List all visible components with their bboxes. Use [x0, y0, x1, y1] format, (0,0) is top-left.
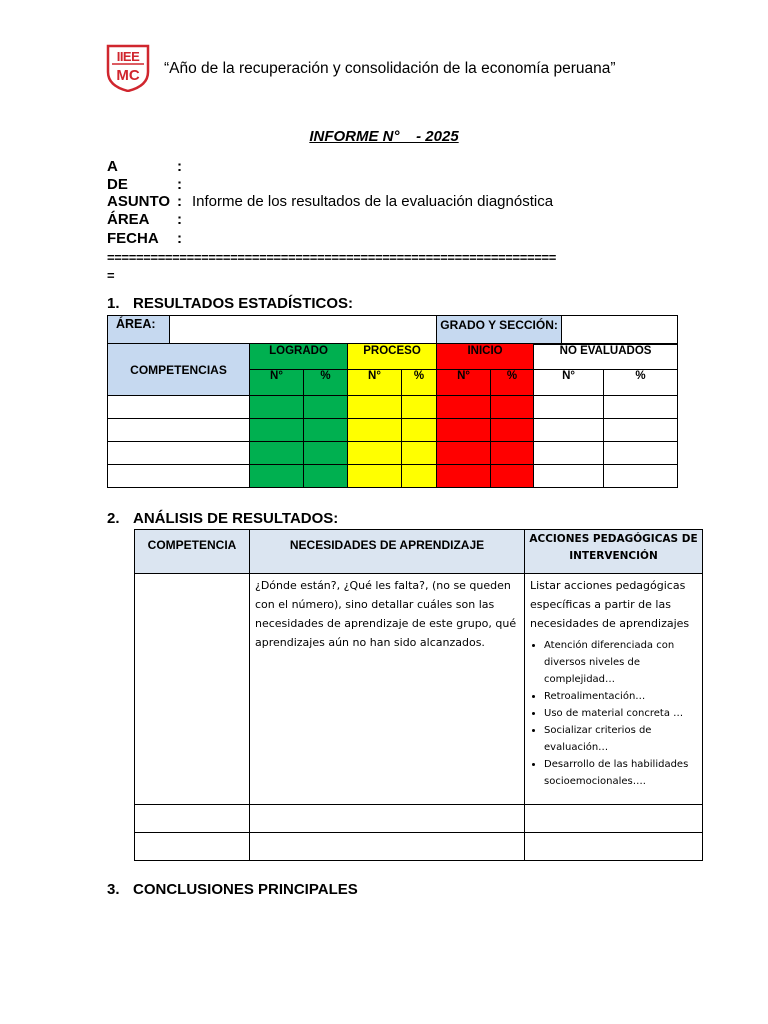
- no-evaluados-n-cell[interactable]: [534, 442, 604, 465]
- acciones-intro: Listar acciones pedagógicas específicas a partir de las necesidades de aprendizajes: [530, 579, 690, 630]
- logrado-pct-cell[interactable]: [304, 465, 348, 488]
- grado-label: GRADO Y SECCIÓN:: [437, 316, 562, 345]
- no-evaluados-pct-cell[interactable]: [604, 396, 678, 419]
- proceso-pct-cell[interactable]: [402, 442, 437, 465]
- inicio-n-cell[interactable]: [437, 396, 491, 419]
- section-number: 3.: [107, 881, 120, 898]
- field-area: [107, 211, 182, 229]
- section-number: 1.: [107, 295, 120, 312]
- logrado-n-cell[interactable]: [250, 442, 304, 465]
- inicio-n-cell[interactable]: [437, 442, 491, 465]
- competencia-cell[interactable]: [108, 465, 250, 488]
- inicio-n-header: N°: [437, 370, 491, 396]
- section-title: ANÁLISIS DE RESULTADOS:: [133, 510, 339, 527]
- acciones-cell[interactable]: [525, 574, 703, 805]
- no-evaluados-n-cell[interactable]: [534, 465, 604, 488]
- logrado-n-header: N°: [250, 370, 304, 396]
- logo-text-top: IIEE: [116, 49, 140, 64]
- necesidades-cell[interactable]: [250, 833, 525, 861]
- logrado-pct-header: %: [304, 370, 348, 396]
- report-title: INFORME N° - 2025: [309, 128, 459, 145]
- inicio-pct-header: %: [491, 370, 534, 396]
- list-item: • Uso de material concreta …: [544, 705, 697, 722]
- field-label: ÁREA: [107, 211, 150, 228]
- inicio-header: INICIO: [437, 344, 534, 370]
- table-row: [108, 396, 678, 419]
- no-evaluados-pct-header: %: [604, 370, 678, 396]
- field-colon: :: [177, 230, 182, 247]
- necesidades-header: NECESIDADES DE APRENDIZAJE: [250, 530, 525, 574]
- separator-line: ==============================================================: [107, 250, 556, 265]
- no-evaluados-pct-cell[interactable]: [604, 442, 678, 465]
- competencia-cell[interactable]: [108, 419, 250, 442]
- table-row: [108, 419, 678, 442]
- area-input-cell[interactable]: [170, 316, 437, 345]
- year-motto: “Año de la recuperación y consolidación de la economía peruana”: [164, 60, 616, 77]
- proceso-n-cell[interactable]: [348, 419, 402, 442]
- proceso-pct-header: %: [402, 370, 437, 396]
- logrado-header: LOGRADO: [250, 344, 348, 370]
- proceso-n-cell[interactable]: [348, 396, 402, 419]
- proceso-pct-cell[interactable]: [402, 465, 437, 488]
- field-value: Informe de los resultados de la evaluación diagnóstica: [192, 193, 554, 210]
- section-3-heading: [107, 881, 358, 898]
- section-title: RESULTADOS ESTADÍSTICOS:: [133, 295, 354, 312]
- field-label: DE: [107, 176, 128, 193]
- field-de: [107, 176, 182, 194]
- section-number: 2.: [107, 510, 120, 527]
- competencia-cell[interactable]: [108, 396, 250, 419]
- table-row: [135, 805, 703, 833]
- field-a: [107, 158, 182, 176]
- competencia-cell[interactable]: [135, 833, 250, 861]
- no-evaluados-n-header: N°: [534, 370, 604, 396]
- logrado-pct-cell[interactable]: [304, 442, 348, 465]
- no-evaluados-header: NO EVALUADOS: [534, 344, 678, 370]
- logrado-pct-cell[interactable]: [304, 396, 348, 419]
- field-colon: :: [177, 176, 182, 193]
- logrado-n-cell[interactable]: [250, 419, 304, 442]
- field-label: A: [107, 158, 118, 175]
- field-label: ASUNTO: [107, 193, 171, 210]
- no-evaluados-pct-cell[interactable]: [604, 419, 678, 442]
- inicio-pct-cell[interactable]: [491, 442, 534, 465]
- acciones-header: ACCIONES PEDAGÓGICAS DE INTERVENCIÓN: [525, 530, 703, 574]
- statistics-table: [107, 315, 678, 345]
- logrado-n-cell[interactable]: [250, 465, 304, 488]
- list-item: • Socializar criterios de evaluación…: [544, 722, 697, 756]
- inicio-pct-cell[interactable]: [491, 396, 534, 419]
- table-row: [108, 465, 678, 488]
- grado-input-cell[interactable]: [562, 316, 678, 345]
- inicio-n-cell[interactable]: [437, 419, 491, 442]
- competencia-cell[interactable]: [108, 442, 250, 465]
- proceso-n-cell[interactable]: [348, 442, 402, 465]
- table-row: [135, 574, 703, 805]
- list-item: • Atención diferenciada con diversos niveles de complejidad…: [544, 637, 697, 688]
- analysis-table: [134, 529, 703, 861]
- competencia-cell[interactable]: [135, 574, 250, 805]
- proceso-pct-cell[interactable]: [402, 396, 437, 419]
- inicio-pct-cell[interactable]: [491, 419, 534, 442]
- logrado-n-cell[interactable]: [250, 396, 304, 419]
- proceso-n-header: N°: [348, 370, 402, 396]
- inicio-pct-cell[interactable]: [491, 465, 534, 488]
- necesidades-cell[interactable]: [250, 805, 525, 833]
- no-evaluados-pct-cell[interactable]: [604, 465, 678, 488]
- field-fecha: [107, 230, 182, 248]
- acciones-cell[interactable]: [525, 805, 703, 833]
- competencias-header: COMPETENCIAS: [108, 344, 250, 396]
- proceso-pct-cell[interactable]: [402, 419, 437, 442]
- separator-line-end: =: [107, 268, 115, 283]
- field-label: FECHA: [107, 230, 159, 247]
- levels-table: [107, 343, 678, 488]
- no-evaluados-n-cell[interactable]: [534, 419, 604, 442]
- acciones-cell[interactable]: [525, 833, 703, 861]
- field-asunto: [107, 193, 554, 211]
- necesidades-cell[interactable]: ¿Dónde están?, ¿Qué les falta?, (no se queden con el número), sino detallar cuáles son las necesidades de aprendizaje de este grupo, qué aprendizajes aún no han sido alcanzados.: [250, 574, 525, 805]
- list-item: • Desarrollo de las habilidades socioemocionales….: [544, 756, 697, 790]
- no-evaluados-n-cell[interactable]: [534, 396, 604, 419]
- inicio-n-cell[interactable]: [437, 465, 491, 488]
- table-row: [135, 833, 703, 861]
- logo-text-bottom: MC: [116, 67, 140, 84]
- acciones-list: [530, 637, 697, 790]
- field-colon: :: [177, 193, 182, 210]
- section-2-heading: [107, 510, 338, 527]
- list-item: • Retroalimentación…: [544, 688, 697, 705]
- section-title: CONCLUSIONES PRINCIPALES: [133, 881, 358, 898]
- section-1-heading: [107, 295, 353, 312]
- competencia-cell[interactable]: [135, 805, 250, 833]
- proceso-header: PROCESO: [348, 344, 437, 370]
- table-row: [108, 442, 678, 465]
- competencia-header: COMPETENCIA: [135, 530, 250, 574]
- logrado-pct-cell[interactable]: [304, 419, 348, 442]
- field-colon: :: [177, 158, 182, 175]
- proceso-n-cell[interactable]: [348, 465, 402, 488]
- field-colon: :: [177, 211, 182, 228]
- area-label: ÁREA:: [108, 316, 170, 345]
- school-logo: [106, 44, 150, 92]
